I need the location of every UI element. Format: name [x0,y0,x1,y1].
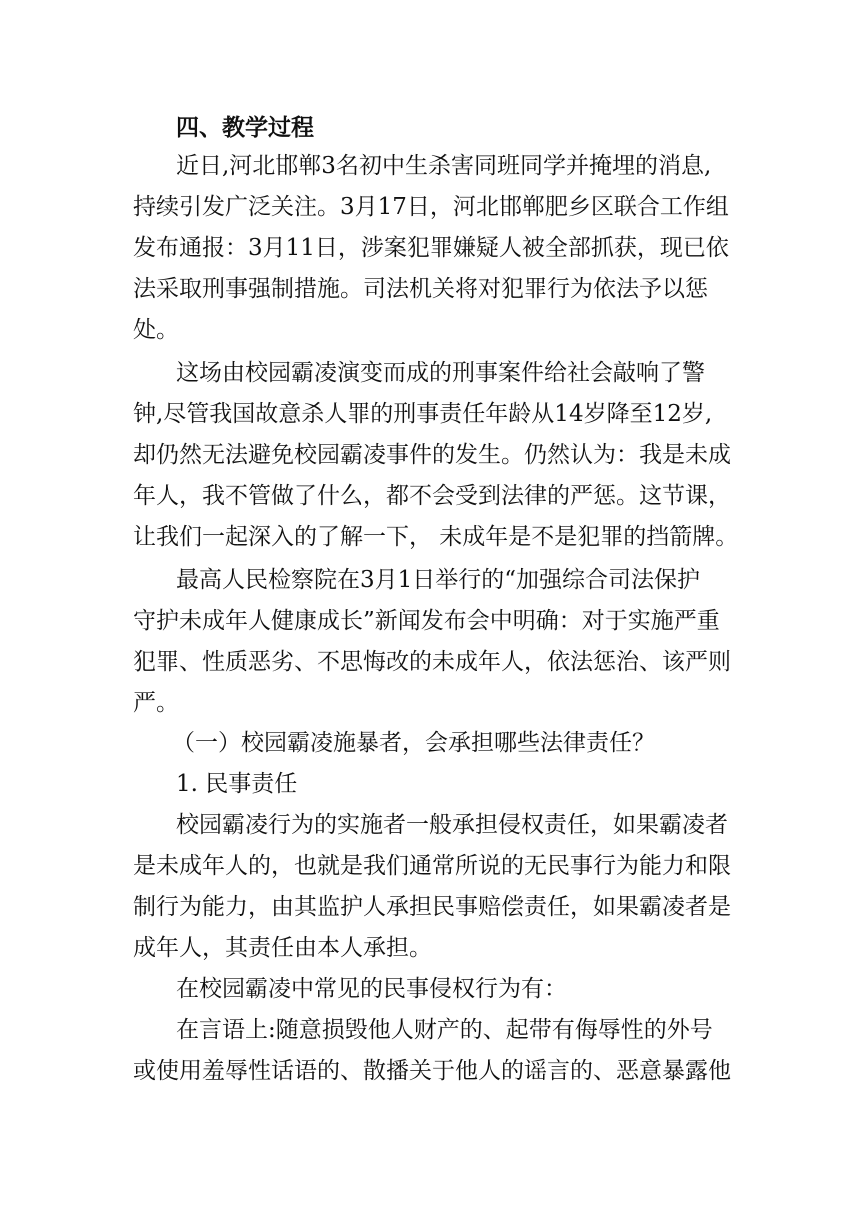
paragraph-line: 让我们一起深入的了解一下， 未成年是不是犯罪的挡箭牌。 [133,524,739,550]
subsection-heading: （一）校园霸凌施暴者，会承担哪些法律责任？ [172,730,655,756]
paragraph-line: 处。 [133,317,179,343]
paragraph-line: 在校园霸凌中常见的民事侵权行为有： [176,976,567,1002]
paragraph-line: 最高人民检察院在3月1日举行的“加强综合司法保护 [176,567,701,593]
paragraph-line: 在言语上:随意损毁他人财产的、起带有侮辱性的外号 [176,1017,713,1043]
paragraph-line: 钟,尽管我国故意杀人罪的刑事责任年龄从14岁降至12岁, [133,401,713,427]
subsection-item-heading: 1. 民事责任 [176,771,298,797]
paragraph-line: 或使用羞辱性话语的、散播关于他人的谣言的、恶意暴露他 [133,1058,731,1084]
paragraph-line: 法采取刑事强制措施。司法机关将对犯罪行为依法予以惩 [133,276,708,302]
paragraph-line: 制行为能力，由其监护人承担民事赔偿责任，如果霸凌者是 [133,894,731,920]
paragraph-line: 这场由校园霸凌演变而成的刑事案件给社会敲响了警 [176,360,705,386]
paragraph-line: 校园霸凌行为的实施者一般承担侵权责任，如果霸凌者 [176,812,728,838]
paragraph-line: 严。 [133,690,179,716]
section-heading: 四、教学过程 [176,115,314,141]
paragraph-line: 近日,河北邯郸3名初中生杀害同班同学并掩埋的消息, [176,153,712,179]
paragraph-line: 年人，我不管做了什么，都不会受到法律的严惩。这节课， [133,483,731,509]
paragraph-line: 成年人，其责任由本人承担。 [133,935,432,961]
paragraph-line: 守护未成年人健康成长”新闻发布会中明确：对于实施严重 [133,608,720,634]
paragraph-line: 持续引发广泛关注。3月17日，河北邯郸肥乡区联合工作组 [133,194,729,220]
paragraph-line: 犯罪、性质恶劣、不思悔改的未成年人，依法惩治、该严则 [133,649,731,675]
paragraph-line: 发布通报：3月11日，涉案犯罪嫌疑人被全部抓获，现已依 [133,235,729,261]
paragraph-line: 是未成年人的，也就是我们通常所说的无民事行为能力和限 [133,853,731,879]
paragraph-line: 却仍然无法避免校园霸凌事件的发生。仍然认为：我是未成 [133,442,731,468]
